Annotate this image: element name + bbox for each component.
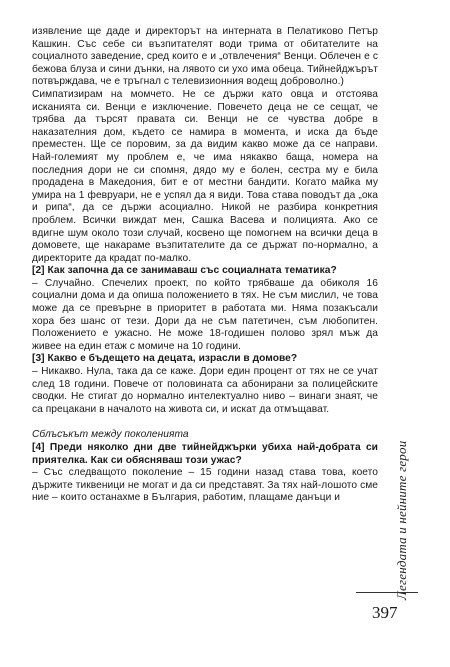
body-text	[32, 26, 378, 505]
paragraph: – Никакво. Нула, така да се каже. Дори един процент от тях не се учат след 18 години. Повече от половината са абонирани за полицейските сводки. Не стигат до нормално интелектуално ниво – винаги знаят, че са прецакани в началото на живота си, и искат да отмъщават.	[32, 366, 378, 415]
paragraph: изявление ще даде и директорът на интерната в Пелатиково Петър Кашкин. Със себе си възпитателят води трима от обитателите на социалното заведение, сред които е и „отвлечения“ Венци. Облечен е с бежова блуза и сини дънки, на лявото си ухо има обеца. Тийнейджърът потвърждава, че е тръгнал с телевизионния водещ доброволно.)	[32, 26, 378, 88]
interview-question: [2] Как започна да се занимаваш със социалната тематика?	[32, 265, 337, 277]
paragraph: – Случайно. Спечелих проект, по който трябваше да обиколя 16 социални дома и да опиша положението в тях. Не съм мислил, че това може да се превърне в приоритет в работата ми. Няма позакъсали хора без шанс от тези. Дори да не съм патетичен, съм любопитен. Положението е ужасно. Не може 18-годишен полово зрял мъж да живее на един етаж с момиче на 10 години.	[32, 277, 378, 352]
paragraph: – Със следващото поколение – 15 години назад става това, което държите тиквеници не могат и да си представят. За тях най-лошото сме ние – които останахме в България, работим, плащаме данъци и	[32, 467, 378, 504]
paragraph: Симпатизирам на момчето. Не се държи като овца и отстоява исканията си. Венци е изключение. Повечето деца не се сещат, че трябва да търсят правата си. Венци не се чувства добре в наказателния дом, където се намира в момента, и иска да бъде преместен. Ще се поровим, за да видим какво може да се направи. Най-големият му проблем е, че има някакво баща, номера на последния дори не си спомня, дядо му е болен, сестра му е била продадена в Македония, бит е от местни бандити. Когато майка му умира на 1 февруари, не е успял да я види. Това става поводът да „ока и рипа“, да се държи асоциално. Никой не разбира конкретния проблем. Всички виждат мен, Сашка Васева и полицията. Ако се вдигне шум около този случай, косвено ще помогнем на всички деца в домовете, ще накараме възпитателите да се държат по-нормално, а директорите да крадат по-малко.	[32, 88, 378, 264]
page-number: 397	[372, 603, 398, 622]
interview-question: [4] Преди няколко дни две тийнейджърки убиха най-добрата си приятелка. Как си обясняваш този ужас?	[32, 442, 378, 466]
interview-question: [3] Какво е бъдещето на децата, израсли в домове?	[32, 353, 298, 365]
running-title: Легендата и нейните герои	[394, 440, 409, 600]
section-heading: Сблъсъкът между поколенията	[32, 429, 189, 441]
footer-rule	[356, 592, 418, 593]
